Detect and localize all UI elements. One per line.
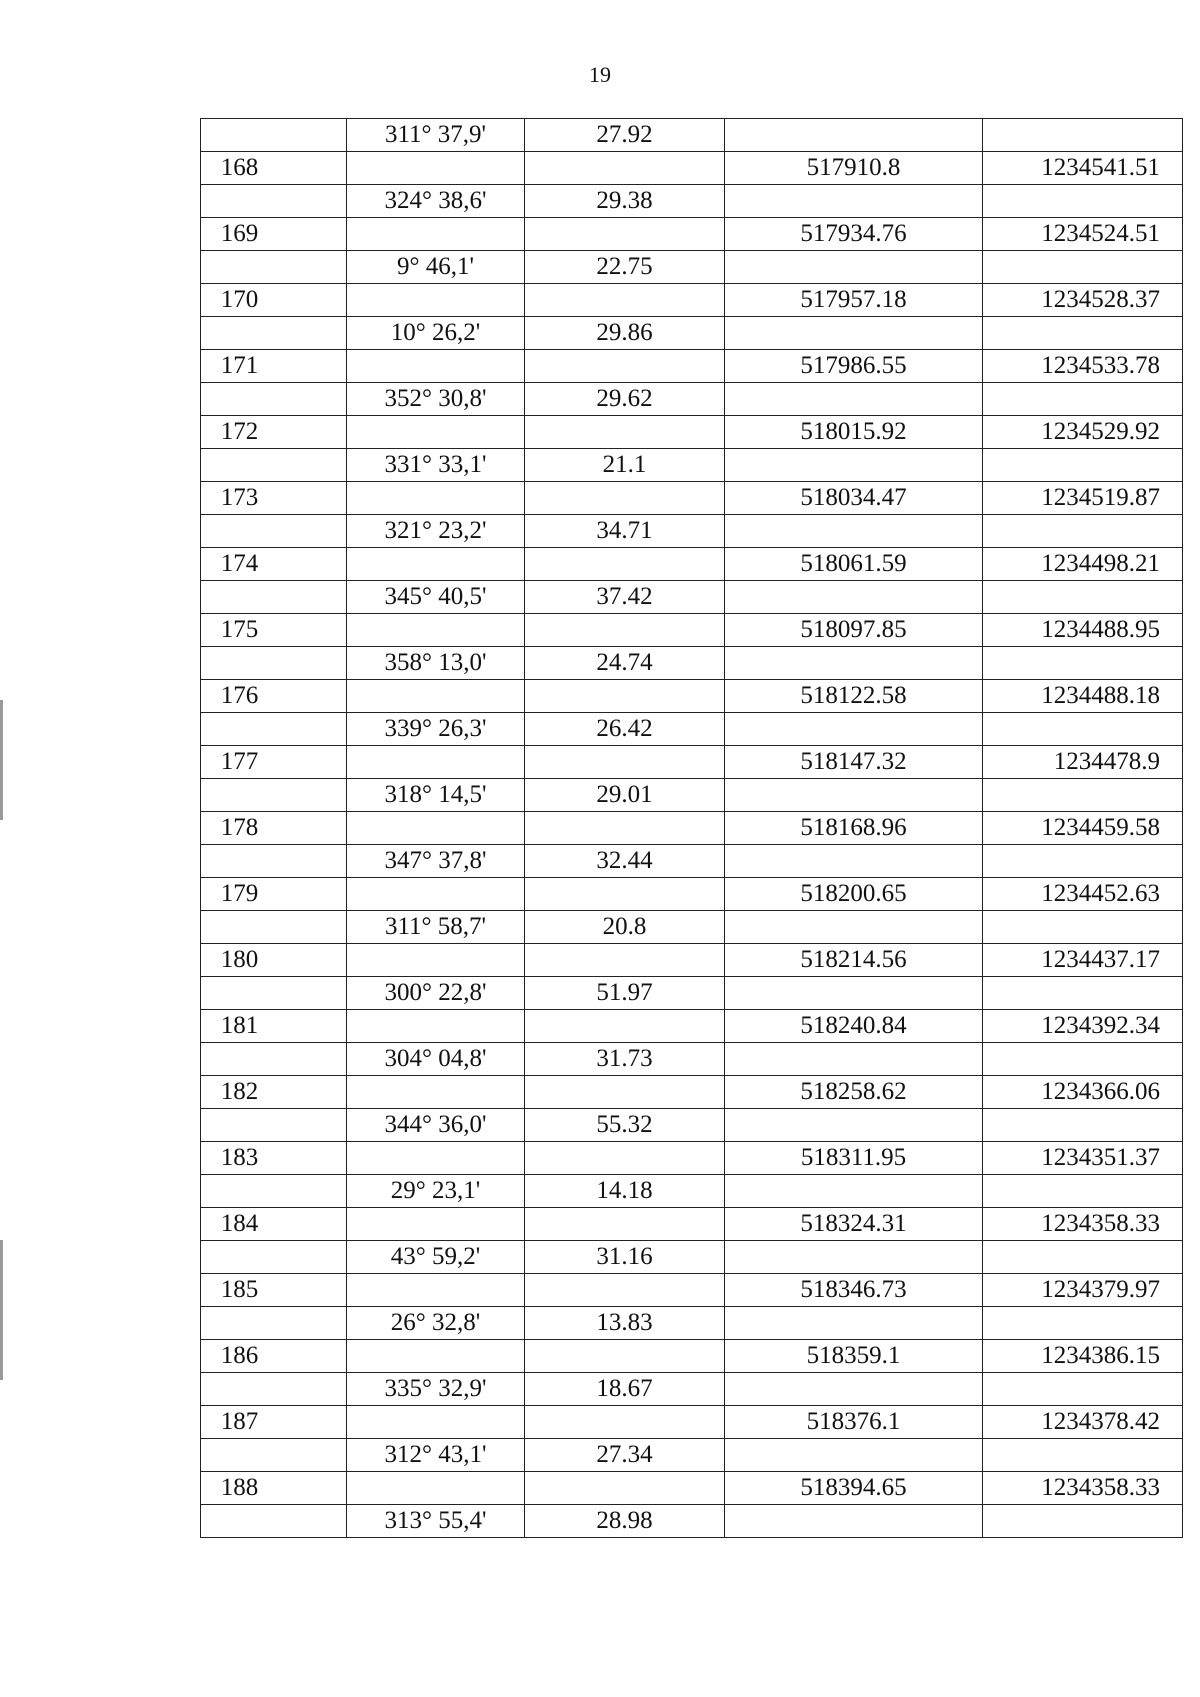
y-coordinate-cell: 1234358.33 — [983, 1472, 1183, 1505]
direction-angle-cell: 10° 26,2' — [347, 317, 525, 350]
segment-length-cell: 27.92 — [525, 119, 725, 152]
y-coordinate-cell — [983, 1241, 1183, 1274]
point-number-cell: 180 — [201, 944, 347, 977]
direction-angle-cell — [347, 350, 525, 383]
segment-length-cell — [525, 284, 725, 317]
segment-length-cell: 26.42 — [525, 713, 725, 746]
direction-angle-cell: 313° 55,4' — [347, 1505, 525, 1538]
direction-angle-cell — [347, 548, 525, 581]
point-number-cell: 182 — [201, 1076, 347, 1109]
y-coordinate-cell: 1234541.51 — [983, 152, 1183, 185]
x-coordinate-cell — [725, 647, 983, 680]
y-coordinate-cell — [983, 779, 1183, 812]
segment-length-cell: 31.16 — [525, 1241, 725, 1274]
table-row — [201, 614, 1183, 647]
x-coordinate-cell: 518346.73 — [725, 1274, 983, 1307]
y-coordinate-cell — [983, 845, 1183, 878]
direction-angle-cell: 43° 59,2' — [347, 1241, 525, 1274]
segment-length-cell — [525, 812, 725, 845]
table-row — [201, 647, 1183, 680]
coordinates-table-body — [201, 119, 1183, 1538]
point-number-cell — [201, 1373, 347, 1406]
point-number-cell — [201, 1109, 347, 1142]
scan-edge-mark — [0, 700, 3, 820]
x-coordinate-cell — [725, 1175, 983, 1208]
y-coordinate-cell: 1234351.37 — [983, 1142, 1183, 1175]
x-coordinate-cell: 518240.84 — [725, 1010, 983, 1043]
direction-angle-cell: 331° 33,1' — [347, 449, 525, 482]
y-coordinate-cell — [983, 1307, 1183, 1340]
direction-angle-cell — [347, 680, 525, 713]
table-row — [201, 746, 1183, 779]
table-row — [201, 1109, 1183, 1142]
y-coordinate-cell — [983, 119, 1183, 152]
segment-length-cell — [525, 416, 725, 449]
direction-angle-cell: 311° 58,7' — [347, 911, 525, 944]
y-coordinate-cell — [983, 977, 1183, 1010]
y-coordinate-cell — [983, 1109, 1183, 1142]
table-row — [201, 812, 1183, 845]
point-number-cell: 184 — [201, 1208, 347, 1241]
y-coordinate-cell: 1234488.95 — [983, 614, 1183, 647]
direction-angle-cell: 358° 13,0' — [347, 647, 525, 680]
segment-length-cell: 14.18 — [525, 1175, 725, 1208]
table-row — [201, 878, 1183, 911]
table-row — [201, 515, 1183, 548]
x-coordinate-cell — [725, 185, 983, 218]
x-coordinate-cell: 517934.76 — [725, 218, 983, 251]
segment-length-cell — [525, 1406, 725, 1439]
segment-length-cell — [525, 944, 725, 977]
x-coordinate-cell: 518122.58 — [725, 680, 983, 713]
x-coordinate-cell: 518214.56 — [725, 944, 983, 977]
x-coordinate-cell — [725, 119, 983, 152]
x-coordinate-cell: 518061.59 — [725, 548, 983, 581]
x-coordinate-cell: 518311.95 — [725, 1142, 983, 1175]
y-coordinate-cell — [983, 515, 1183, 548]
y-coordinate-cell: 1234533.78 — [983, 350, 1183, 383]
direction-angle-cell — [347, 1208, 525, 1241]
direction-angle-cell: 311° 37,9' — [347, 119, 525, 152]
direction-angle-cell — [347, 152, 525, 185]
segment-length-cell — [525, 746, 725, 779]
segment-length-cell — [525, 350, 725, 383]
table-row — [201, 416, 1183, 449]
table-row — [201, 284, 1183, 317]
x-coordinate-cell — [725, 581, 983, 614]
segment-length-cell: 32.44 — [525, 845, 725, 878]
y-coordinate-cell: 1234358.33 — [983, 1208, 1183, 1241]
x-coordinate-cell — [725, 383, 983, 416]
direction-angle-cell: 312° 43,1' — [347, 1439, 525, 1472]
segment-length-cell — [525, 1142, 725, 1175]
segment-length-cell — [525, 1340, 725, 1373]
point-number-cell: 183 — [201, 1142, 347, 1175]
table-row — [201, 185, 1183, 218]
table-row — [201, 1175, 1183, 1208]
segment-length-cell — [525, 1274, 725, 1307]
y-coordinate-cell: 1234498.21 — [983, 548, 1183, 581]
table-row — [201, 779, 1183, 812]
direction-angle-cell — [347, 1406, 525, 1439]
table-row — [201, 1307, 1183, 1340]
segment-length-cell: 37.42 — [525, 581, 725, 614]
x-coordinate-cell: 518097.85 — [725, 614, 983, 647]
direction-angle-cell: 345° 40,5' — [347, 581, 525, 614]
y-coordinate-cell: 1234519.87 — [983, 482, 1183, 515]
direction-angle-cell — [347, 944, 525, 977]
segment-length-cell: 24.74 — [525, 647, 725, 680]
direction-angle-cell: 26° 32,8' — [347, 1307, 525, 1340]
table-row — [201, 152, 1183, 185]
direction-angle-cell — [347, 812, 525, 845]
y-coordinate-cell: 1234478.9 — [983, 746, 1183, 779]
point-number-cell: 188 — [201, 1472, 347, 1505]
y-coordinate-cell: 1234528.37 — [983, 284, 1183, 317]
y-coordinate-cell — [983, 317, 1183, 350]
y-coordinate-cell: 1234392.34 — [983, 1010, 1183, 1043]
point-number-cell — [201, 1307, 347, 1340]
point-number-cell — [201, 449, 347, 482]
x-coordinate-cell: 518324.31 — [725, 1208, 983, 1241]
segment-length-cell: 34.71 — [525, 515, 725, 548]
table-row — [201, 713, 1183, 746]
x-coordinate-cell: 518168.96 — [725, 812, 983, 845]
direction-angle-cell: 318° 14,5' — [347, 779, 525, 812]
x-coordinate-cell — [725, 1439, 983, 1472]
y-coordinate-cell: 1234529.92 — [983, 416, 1183, 449]
direction-angle-cell: 339° 26,3' — [347, 713, 525, 746]
direction-angle-cell — [347, 482, 525, 515]
segment-length-cell — [525, 878, 725, 911]
y-coordinate-cell: 1234452.63 — [983, 878, 1183, 911]
coordinates-table — [200, 118, 1183, 1538]
table-row — [201, 350, 1183, 383]
point-number-cell: 176 — [201, 680, 347, 713]
point-number-cell — [201, 845, 347, 878]
x-coordinate-cell: 518034.47 — [725, 482, 983, 515]
x-coordinate-cell — [725, 515, 983, 548]
point-number-cell — [201, 185, 347, 218]
direction-angle-cell: 324° 38,6' — [347, 185, 525, 218]
table-row — [201, 581, 1183, 614]
point-number-cell — [201, 911, 347, 944]
y-coordinate-cell — [983, 1505, 1183, 1538]
point-number-cell — [201, 779, 347, 812]
segment-length-cell — [525, 1208, 725, 1241]
y-coordinate-cell — [983, 713, 1183, 746]
page-number: 19 — [589, 62, 611, 87]
x-coordinate-cell — [725, 1505, 983, 1538]
segment-length-cell: 13.83 — [525, 1307, 725, 1340]
segment-length-cell: 51.97 — [525, 977, 725, 1010]
x-coordinate-cell: 518376.1 — [725, 1406, 983, 1439]
direction-angle-cell — [347, 1142, 525, 1175]
table-row — [201, 317, 1183, 350]
point-number-cell: 169 — [201, 218, 347, 251]
x-coordinate-cell — [725, 1109, 983, 1142]
table-row — [201, 911, 1183, 944]
x-coordinate-cell — [725, 1043, 983, 1076]
point-number-cell: 172 — [201, 416, 347, 449]
y-coordinate-cell — [983, 251, 1183, 284]
table-row — [201, 251, 1183, 284]
x-coordinate-cell — [725, 449, 983, 482]
segment-length-cell: 18.67 — [525, 1373, 725, 1406]
direction-angle-cell — [347, 878, 525, 911]
y-coordinate-cell: 1234386.15 — [983, 1340, 1183, 1373]
table-row — [201, 1274, 1183, 1307]
x-coordinate-cell: 518394.65 — [725, 1472, 983, 1505]
point-number-cell — [201, 1439, 347, 1472]
x-coordinate-cell — [725, 977, 983, 1010]
direction-angle-cell: 321° 23,2' — [347, 515, 525, 548]
y-coordinate-cell — [983, 647, 1183, 680]
table-row — [201, 119, 1183, 152]
direction-angle-cell: 29° 23,1' — [347, 1175, 525, 1208]
x-coordinate-cell — [725, 779, 983, 812]
point-number-cell — [201, 251, 347, 284]
y-coordinate-cell — [983, 185, 1183, 218]
x-coordinate-cell: 518015.92 — [725, 416, 983, 449]
point-number-cell: 185 — [201, 1274, 347, 1307]
x-coordinate-cell: 518200.65 — [725, 878, 983, 911]
table-row — [201, 1340, 1183, 1373]
direction-angle-cell: 9° 46,1' — [347, 251, 525, 284]
segment-length-cell: 27.34 — [525, 1439, 725, 1472]
y-coordinate-cell: 1234459.58 — [983, 812, 1183, 845]
direction-angle-cell — [347, 1340, 525, 1373]
y-coordinate-cell — [983, 581, 1183, 614]
direction-angle-cell: 344° 36,0' — [347, 1109, 525, 1142]
table-row — [201, 548, 1183, 581]
point-number-cell: 174 — [201, 548, 347, 581]
table-row — [201, 1142, 1183, 1175]
y-coordinate-cell — [983, 449, 1183, 482]
x-coordinate-cell — [725, 251, 983, 284]
point-number-cell: 178 — [201, 812, 347, 845]
segment-length-cell — [525, 614, 725, 647]
direction-angle-cell — [347, 1274, 525, 1307]
y-coordinate-cell: 1234488.18 — [983, 680, 1183, 713]
y-coordinate-cell — [983, 1175, 1183, 1208]
point-number-cell: 179 — [201, 878, 347, 911]
table-row — [201, 1373, 1183, 1406]
segment-length-cell: 28.98 — [525, 1505, 725, 1538]
point-number-cell: 181 — [201, 1010, 347, 1043]
point-number-cell: 173 — [201, 482, 347, 515]
y-coordinate-cell: 1234379.97 — [983, 1274, 1183, 1307]
point-number-cell: 187 — [201, 1406, 347, 1439]
point-number-cell: 168 — [201, 152, 347, 185]
table-row — [201, 482, 1183, 515]
table-row — [201, 1472, 1183, 1505]
direction-angle-cell — [347, 746, 525, 779]
table-row — [201, 1406, 1183, 1439]
segment-length-cell — [525, 152, 725, 185]
table-row — [201, 383, 1183, 416]
table-row — [201, 1076, 1183, 1109]
direction-angle-cell — [347, 218, 525, 251]
point-number-cell — [201, 515, 347, 548]
point-number-cell — [201, 1505, 347, 1538]
table-row — [201, 1208, 1183, 1241]
x-coordinate-cell: 517910.8 — [725, 152, 983, 185]
table-row — [201, 845, 1183, 878]
direction-angle-cell — [347, 284, 525, 317]
x-coordinate-cell — [725, 713, 983, 746]
x-coordinate-cell — [725, 1373, 983, 1406]
point-number-cell — [201, 1241, 347, 1274]
table-row — [201, 1043, 1183, 1076]
direction-angle-cell: 300° 22,8' — [347, 977, 525, 1010]
segment-length-cell — [525, 482, 725, 515]
y-coordinate-cell: 1234378.42 — [983, 1406, 1183, 1439]
direction-angle-cell — [347, 1472, 525, 1505]
direction-angle-cell — [347, 1076, 525, 1109]
point-number-cell — [201, 317, 347, 350]
direction-angle-cell — [347, 1010, 525, 1043]
segment-length-cell: 29.38 — [525, 185, 725, 218]
point-number-cell: 175 — [201, 614, 347, 647]
segment-length-cell: 20.8 — [525, 911, 725, 944]
point-number-cell — [201, 713, 347, 746]
direction-angle-cell — [347, 416, 525, 449]
point-number-cell — [201, 383, 347, 416]
segment-length-cell — [525, 548, 725, 581]
table-row — [201, 1241, 1183, 1274]
table-row — [201, 977, 1183, 1010]
point-number-cell: 186 — [201, 1340, 347, 1373]
direction-angle-cell: 347° 37,8' — [347, 845, 525, 878]
point-number-cell — [201, 1043, 347, 1076]
x-coordinate-cell — [725, 1241, 983, 1274]
point-number-cell — [201, 119, 347, 152]
x-coordinate-cell: 518258.62 — [725, 1076, 983, 1109]
table-row — [201, 449, 1183, 482]
direction-angle-cell: 352° 30,8' — [347, 383, 525, 416]
segment-length-cell — [525, 680, 725, 713]
y-coordinate-cell — [983, 383, 1183, 416]
table-row — [201, 944, 1183, 977]
x-coordinate-cell — [725, 911, 983, 944]
y-coordinate-cell — [983, 1043, 1183, 1076]
segment-length-cell — [525, 1472, 725, 1505]
segment-length-cell: 22.75 — [525, 251, 725, 284]
y-coordinate-cell: 1234524.51 — [983, 218, 1183, 251]
y-coordinate-cell: 1234437.17 — [983, 944, 1183, 977]
point-number-cell — [201, 1175, 347, 1208]
direction-angle-cell — [347, 614, 525, 647]
direction-angle-cell: 335° 32,9' — [347, 1373, 525, 1406]
point-number-cell: 171 — [201, 350, 347, 383]
point-number-cell — [201, 647, 347, 680]
segment-length-cell: 29.01 — [525, 779, 725, 812]
point-number-cell — [201, 977, 347, 1010]
point-number-cell — [201, 581, 347, 614]
table-row — [201, 1505, 1183, 1538]
x-coordinate-cell — [725, 1307, 983, 1340]
segment-length-cell: 31.73 — [525, 1043, 725, 1076]
direction-angle-cell: 304° 04,8' — [347, 1043, 525, 1076]
point-number-cell: 177 — [201, 746, 347, 779]
segment-length-cell: 29.86 — [525, 317, 725, 350]
y-coordinate-cell — [983, 1439, 1183, 1472]
segment-length-cell — [525, 1076, 725, 1109]
table-row — [201, 1010, 1183, 1043]
point-number-cell: 170 — [201, 284, 347, 317]
segment-length-cell — [525, 1010, 725, 1043]
x-coordinate-cell: 517957.18 — [725, 284, 983, 317]
table-row — [201, 680, 1183, 713]
table-row — [201, 218, 1183, 251]
x-coordinate-cell — [725, 317, 983, 350]
x-coordinate-cell: 518147.32 — [725, 746, 983, 779]
segment-length-cell: 55.32 — [525, 1109, 725, 1142]
table-row — [201, 1439, 1183, 1472]
x-coordinate-cell: 517986.55 — [725, 350, 983, 383]
y-coordinate-cell — [983, 1373, 1183, 1406]
x-coordinate-cell: 518359.1 — [725, 1340, 983, 1373]
y-coordinate-cell: 1234366.06 — [983, 1076, 1183, 1109]
x-coordinate-cell — [725, 845, 983, 878]
segment-length-cell — [525, 218, 725, 251]
segment-length-cell: 29.62 — [525, 383, 725, 416]
segment-length-cell: 21.1 — [525, 449, 725, 482]
scan-edge-mark — [0, 1240, 3, 1380]
y-coordinate-cell — [983, 911, 1183, 944]
